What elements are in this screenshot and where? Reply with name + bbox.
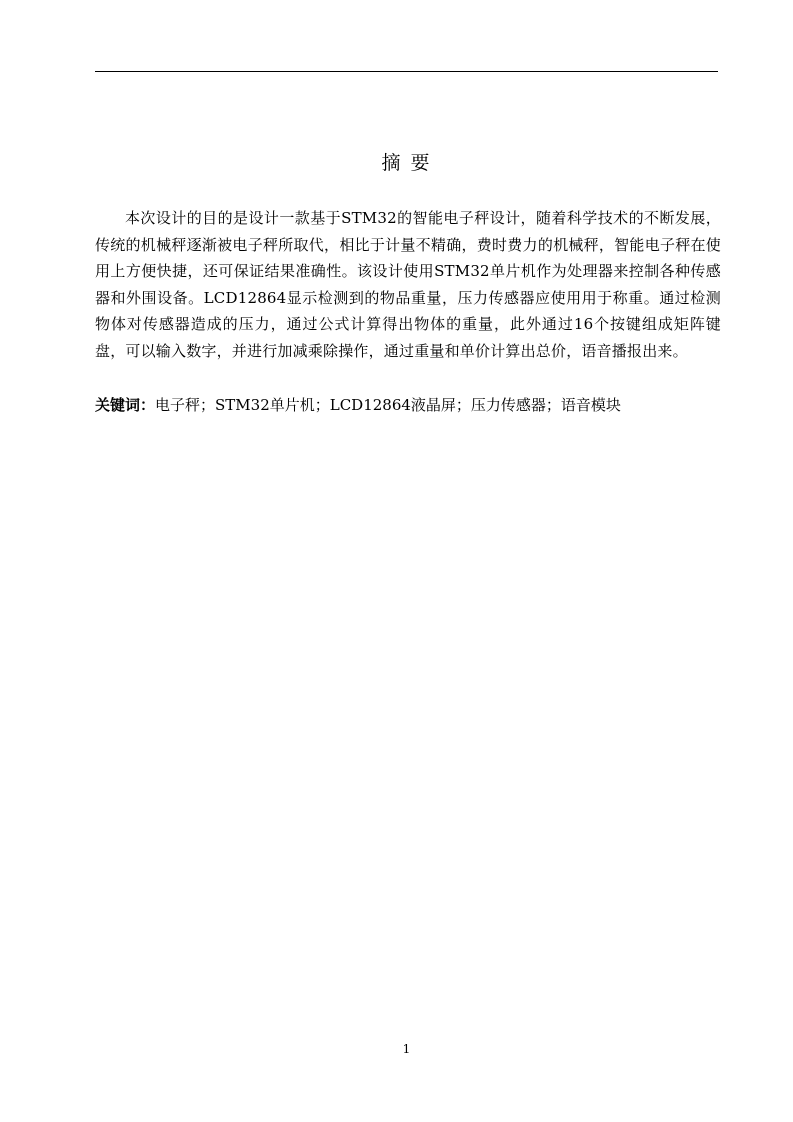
abstract-title: 摘 要 xyxy=(381,152,432,174)
keywords-label: 关键词： xyxy=(95,396,156,414)
keywords-list: 电子秤；STM32单片机；LCD12864液晶屏；压力传感器；语音模块 xyxy=(155,396,621,414)
keywords-line xyxy=(95,392,718,418)
page-number: 1 xyxy=(402,1042,411,1056)
abstract-body: 本次设计的目的是设计一款基于STM32的智能电子秤设计，随着科学技术的不断发展，传统的机械秤逐渐被电子秤所取代，相比于计量不精确，费时费力的机械秤，智能电子秤在使用上方便快捷，还可保证结果准确性。该设计使用STM32单片机作为处理器来控制各种传感器和外围设备。LCD12864显示检测到的物品重量，压力传感器应使用用于称重。通过检测物体对传感器造成的压力，通过公式计算得出物体的重量，此外通过16个按键组成矩阵键盘，可以输入数字，并进行加减乘除操作，通过重量和单价计算出总价，语音播报出来。 xyxy=(95,209,721,360)
header-rule xyxy=(95,71,718,72)
